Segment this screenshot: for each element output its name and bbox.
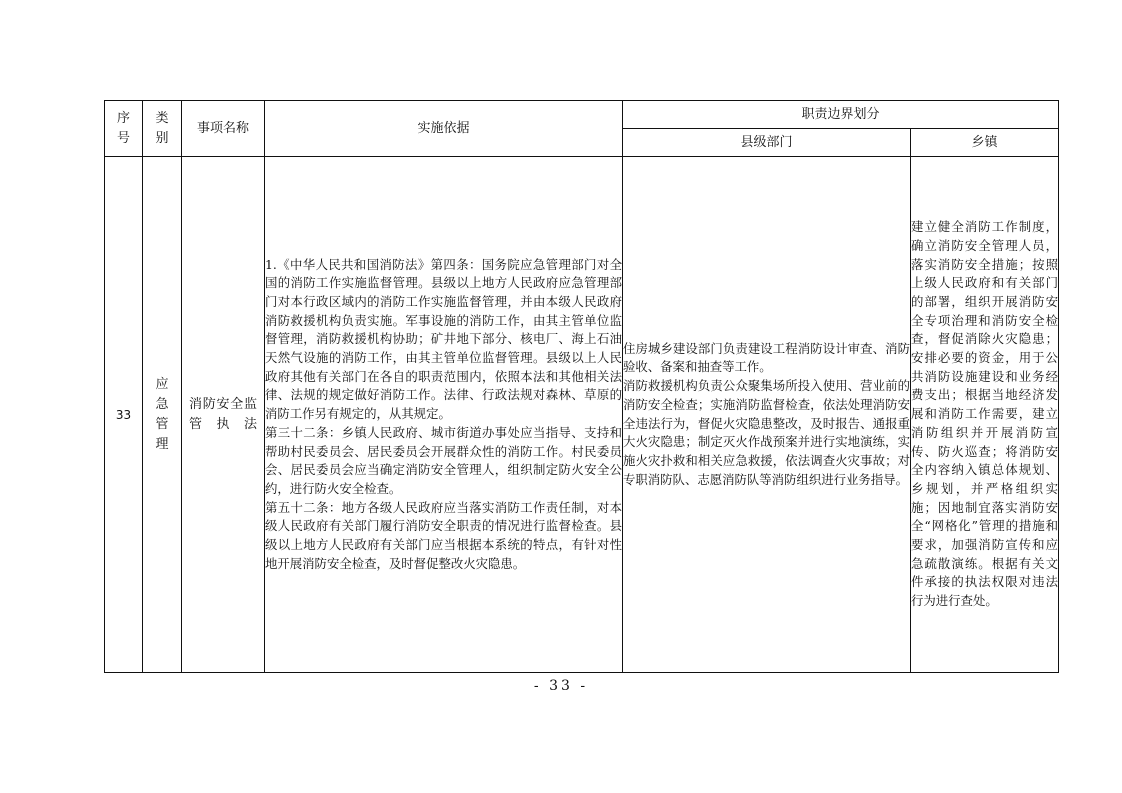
county-paragraph: 消防救援机构负责公众聚集场所投入使用、营业前的消防安全检查；实施消防监督检查，依法处理消防安全违法行为，督促火灾隐患整改，及时报告、通报重大火灾隐患；制定灭火作战预案并进行实地演练，实施火灾扑救和相关应急救援，依法调查火灾事故；对专职消防队、志愿消防队等消防组织进行业务指导。 (623, 378, 910, 487)
header-category: 类别 (143, 101, 182, 157)
header-row-top (105, 101, 1059, 129)
header-county: 县级部门 (623, 129, 911, 157)
row-county-duties (623, 157, 911, 673)
header-seq: 序号 (105, 101, 143, 157)
page-number: - 33 - (533, 678, 589, 694)
row-seq: 33 (105, 157, 143, 673)
row-category: 应急管理 (143, 157, 182, 673)
header-item-name: 事项名称 (182, 101, 265, 157)
header-basis: 实施依据 (265, 101, 623, 157)
responsibility-table (104, 100, 1059, 673)
row-item-name: 消防安全监管执法 (182, 157, 265, 673)
basis-paragraph: 第三十二条：乡镇人民政府、城市街道办事处应当指导、支持和帮助村民委员会、居民委员会开展群众性的消防工作。村民委员会、居民委员会应当确定消防安全管理人，组织制定防火安全公约，进行防火安全检查。 (265, 424, 622, 496)
row-basis (265, 157, 623, 673)
table-row (105, 157, 1059, 673)
county-paragraph: 住房城乡建设部门负责建设工程消防设计审查、消防验收、备案和抽查等工作。 (623, 340, 910, 375)
header-town: 乡镇 (911, 129, 1059, 157)
row-town-duties: 建立健全消防工作制度，确立消防安全管理人员，落实消防安全措施；按照上级人民政府和有关部门的部署，组织开展消防安全专项治理和消防安全检查，督促消除火灾隐患；安排必要的资金，用于公共消防设施建设和业务经费支出；根据当地经济发展和消防工作需要，建立消防组织并开展消防宣传、防火巡查；将消防安全内容纳入镇总体规划、乡规划，并严格组织实施；因地制宜落实消防安全“网格化”管理的措施和要求，加强消防宣传和应急疏散演练。根据有关文件承接的执法权限对违法行为进行查处。 (911, 157, 1059, 673)
header-boundary: 职责边界划分 (623, 101, 1059, 129)
basis-paragraph: 第五十二条：地方各级人民政府应当落实消防工作责任制，对本级人民政府有关部门履行消防安全职责的情况进行监督检查。县级以上地方人民政府有关部门应当根据本系统的特点，有针对性地开展消防安全检查，及时督促整改火灾隐患。 (265, 499, 622, 571)
basis-paragraph: 1.《中华人民共和国消防法》第四条：国务院应急管理部门对全国的消防工作实施监督管理。县级以上地方人民政府应急管理部门对本行政区域内的消防工作实施监督管理，并由本级人民政府消防救援机构负责实施。军事设施的消防工作，由其主管单位监督管理，消防救援机构协助；矿井地下部分、核电厂、海上石油天然气设施的消防工作，由其主管单位监督管理。县级以上人民政府其他有关部门在各自的职责范围内，依照本法和其他相关法律、法规的规定做好消防工作。法律、行政法规对森林、草原的消防工作另有规定的，从其规定。 (265, 256, 622, 422)
